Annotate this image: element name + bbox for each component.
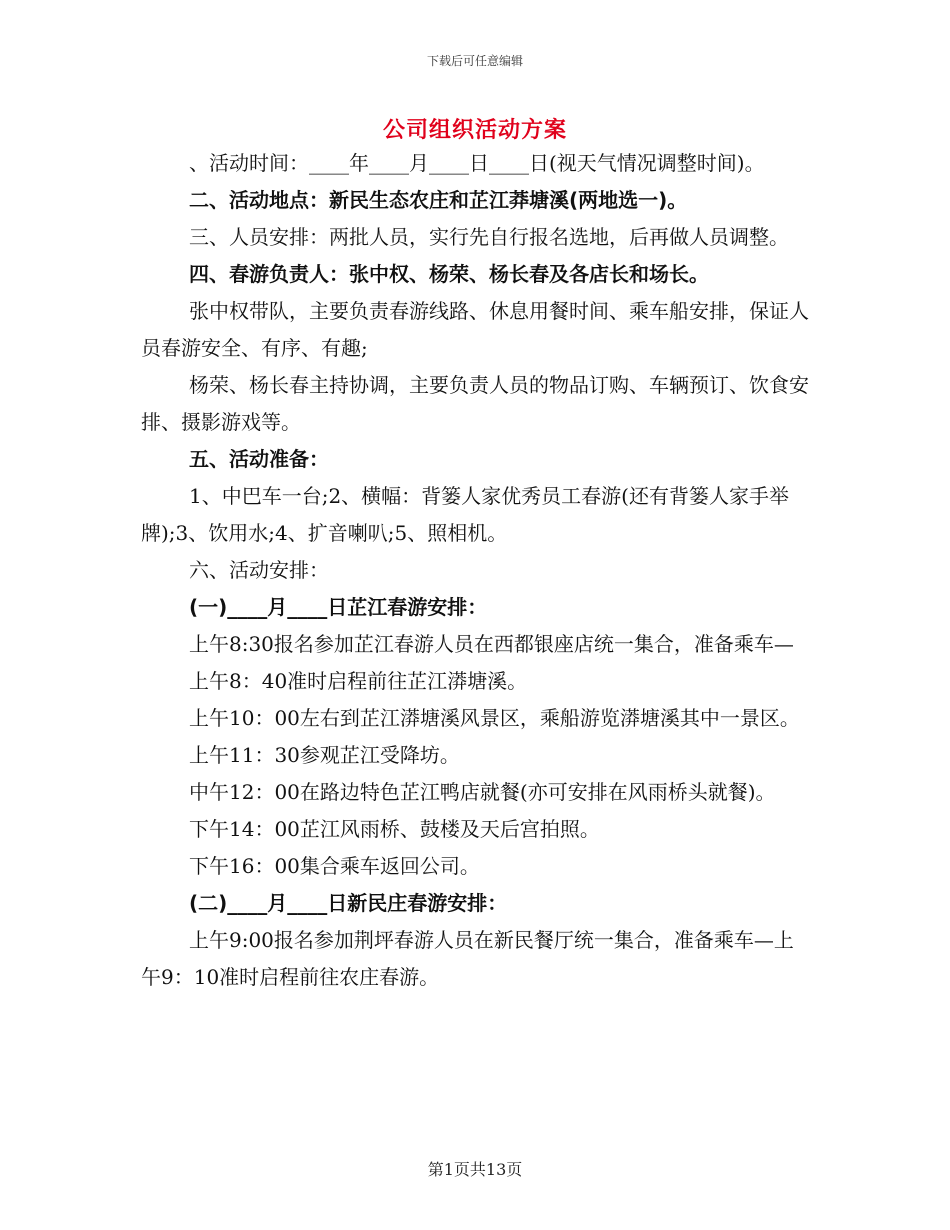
paragraph-zhijiang-heading: (一)____月____日芷江春游安排：: [189, 595, 488, 619]
paragraph-zhijiang-0840: 上午8：40准时启程前往芷江漭塘溪。: [189, 669, 528, 693]
paragraph-activity-time: 、活动时间：____年____月____日____日(视天气情况调整时间)。: [189, 151, 765, 175]
paragraph-activity-location: 二、活动地点：新民生态农庄和芷江莽塘溪(两地选一)。: [189, 188, 688, 212]
paragraph-zhijiang-1130: 上午11：30参观芷江受降坊。: [189, 743, 460, 767]
paragraph-xinmin-heading: (二)____月____日新民庄春游安排：: [189, 891, 508, 915]
paragraph-zhijiang-1200: 中午12：00在路边特色芷江鸭店就餐(亦可安排在风雨桥头就餐)。: [189, 780, 776, 804]
page-header-note: 下载后可任意编辑: [426, 54, 523, 68]
paragraph-zhijiang-1000: 上午10：00左右到芷江漭塘溪风景区，乘船游览漭塘溪其中一景区。: [189, 706, 800, 730]
paragraph-leader-duty: 张中权带队，主要负责春游线路、休息用餐时间、乘车船安排，保证人员春游安全、有序、有趣;: [141, 299, 809, 360]
paragraph-zhijiang-1600: 下午16：00集合乘车返回公司。: [189, 854, 480, 878]
paragraph-preparation-list: 1、中巴车一台;2、横幅：背篓人家优秀员工春游(还有背篓人家手举牌);3、饮用水;4、扩音喇叭;5、照相机。: [141, 484, 789, 545]
paragraph-xinmin-0900: 上午9:00报名参加荆坪春游人员在新民餐厅统一集合，准备乘车—上午9：10准时启程前往农庄春游。: [141, 928, 794, 989]
document-body: [141, 145, 811, 996]
page-number: 第1页共13页: [427, 1160, 523, 1179]
paragraph-coordinator-duty: 杨荣、杨长春主持协调，主要负责人员的物品订购、车辆预订、饮食安排、摄影游戏等。: [141, 373, 809, 434]
paragraph-zhijiang-1400: 下午14：00芷江风雨桥、鼓楼及天后宫拍照。: [189, 817, 600, 841]
paragraph-schedule-heading: 六、活动安排：: [189, 558, 329, 582]
document-title: 公司组织活动方案: [382, 118, 567, 143]
paragraph-responsible-persons: 四、春游负责人：张中权、杨荣、杨长春及各店长和场长。: [189, 262, 709, 286]
paragraph-staffing: 三、人员安排：两批人员，实行先自行报名选地，后再做人员调整。: [189, 225, 789, 249]
paragraph-zhijiang-0830: 上午8:30报名参加芷江春游人员在西都银座店统一集合，准备乘车—: [189, 632, 794, 656]
paragraph-preparation-heading: 五、活动准备：: [189, 447, 329, 471]
